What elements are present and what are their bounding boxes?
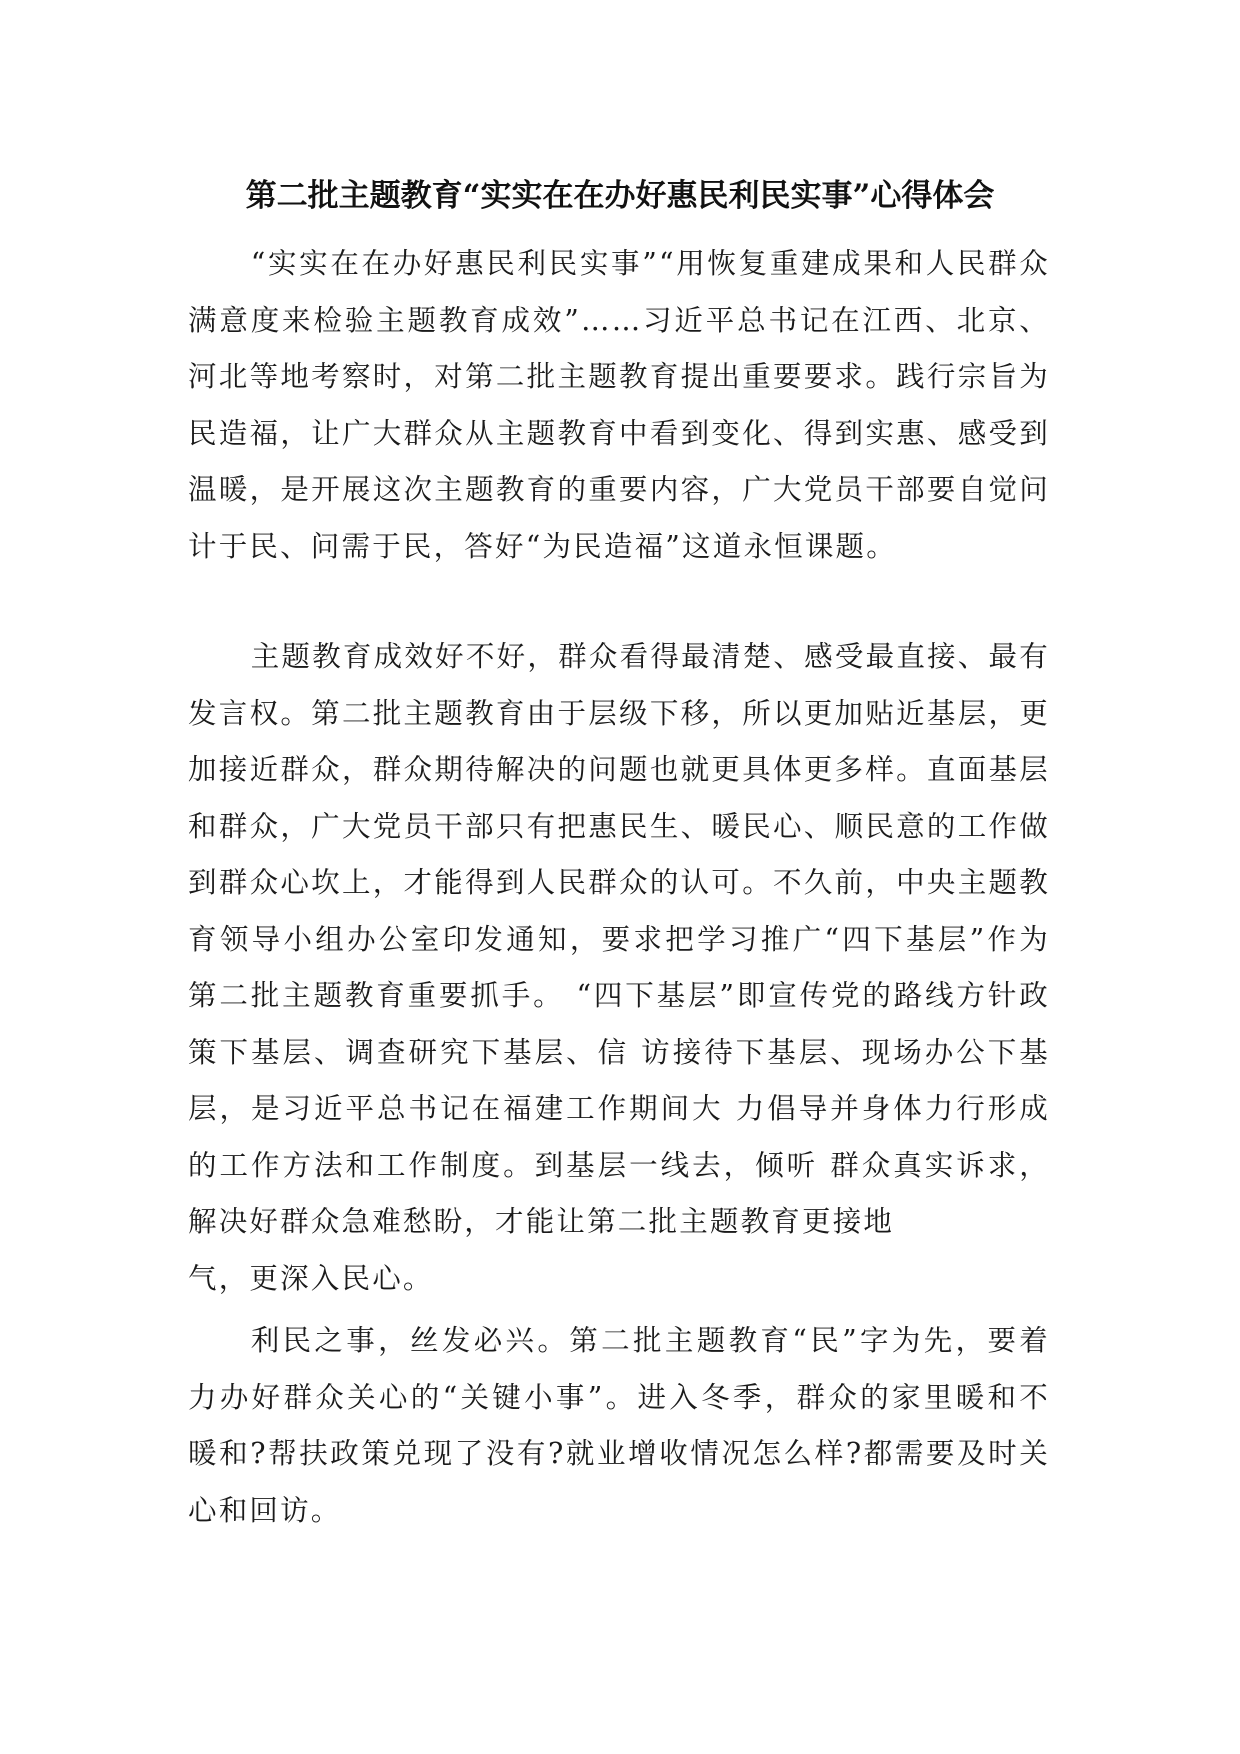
paragraph-3: 利民之事，丝发必兴。第二批主题教育“民”字为先，要着力办好群众关心的“关键小事”。进入冬季，群众的家里暖和不暖和?帮扶政策兑现了没有?就业增收情况怎么样?都需要及时关心和回访。 (188, 1324, 1050, 1527)
document-title: 第二批主题教育“实实在在办好惠民利民实事”心得体会 (245, 178, 995, 214)
paragraph-1: “实实在在办好惠民利民实事”“用恢复重建成果和人民群众满意度来检验主题教育成效”……习近平总书记在江西、北京、河北等地考察时，对第二批主题教育提出重要要求。践行宗旨为民造福，让广大群众从主题教育中看到变化、得到实惠、感受到温暖，是开展这次主题教育的重要内容，广大党员干部要自觉问计于民、问需于民，答好“为民造福”这道永恒课题。 (188, 247, 1050, 563)
paragraph-2: 主题教育成效好不好，群众看得最清楚、感受最直接、最有发言权。第二批主题教育由于层级下移，所以更加贴近基层，更加接近群众，群众期待解决的问题也就更具体更多样。直面基层和群众，广大党员干部只有把惠民生、暖民心、顺民意的工作做到群众心坎上，才能得到人民群众的认可。不久前，中央主题教育领导小组办公室印发通知，要求把学习推广“四下基层”作为第二批主题教育重要抓手。 “四下基层”即宣传党的路线方针政策下基层、调查研究下基层、信 访接待下基层、现场办公下基层，是习近平总书记在福建工作期间大 力倡导并身体力行形成的工作方法和工作制度。到基层一线去，倾听 群众真实诉求，解决好群众急难愁盼，才能让第二批主题教育更接地 气，更深入民心。 (188, 640, 1050, 1295)
